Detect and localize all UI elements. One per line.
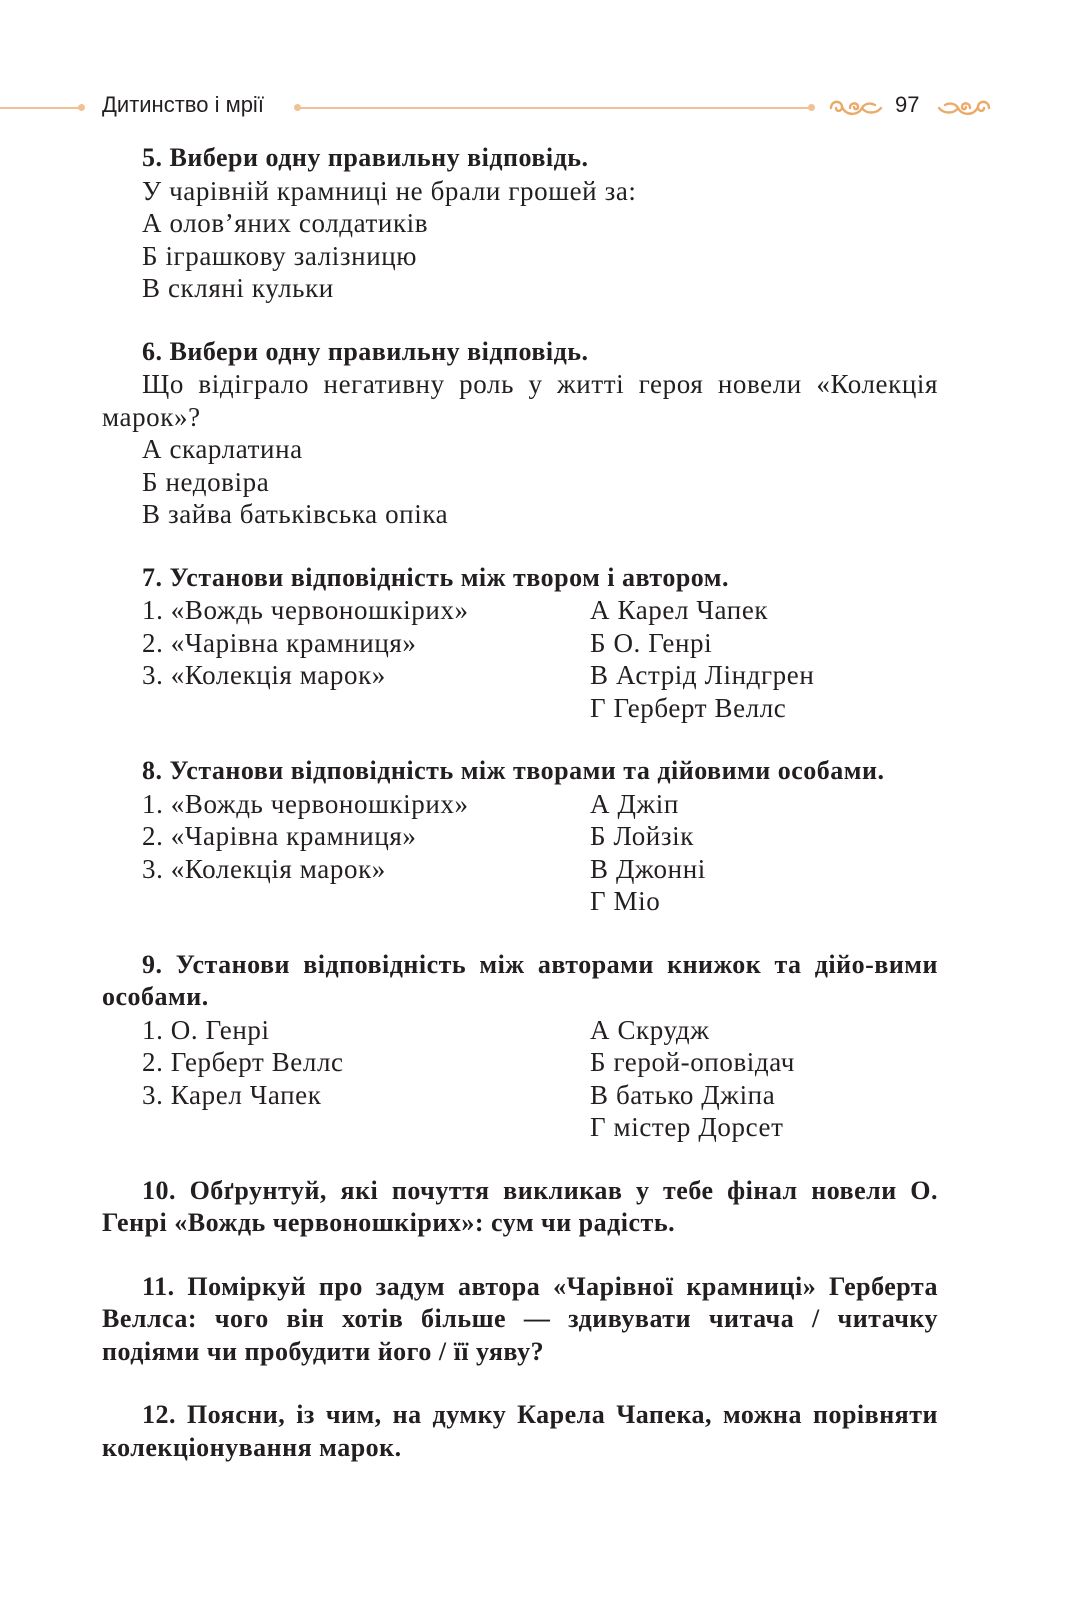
match-right-item: Б герой-оповідач	[590, 1047, 795, 1077]
answer-option: А скарлатина	[142, 434, 303, 464]
task-7	[102, 562, 938, 725]
task-8	[102, 755, 938, 918]
ornament-left-icon	[828, 94, 884, 122]
match-left-item: 3. «Колекція марок»	[142, 660, 386, 690]
task-5	[102, 142, 938, 305]
task-question: 9. Установи відповідність між авторами книжок та дійо-вими особами.	[102, 949, 938, 1011]
match-right-item: А Карел Чапек	[590, 595, 769, 625]
match-left-item: 3. Карел Чапек	[142, 1079, 322, 1110]
match-right-item: Г містер Дорсет	[590, 1112, 784, 1142]
match-left-item: 2. «Чарівна крамниця»	[142, 821, 417, 851]
exercise-list	[102, 142, 938, 1464]
answer-option: Б недовіра	[142, 466, 270, 497]
match-right-item: Б О. Генрі	[590, 627, 713, 658]
task-question: 8. Установи відповідність між творами та дійовими особами.	[142, 756, 885, 785]
task-prompt: У чарівній крамниці не брали грошей за:	[142, 175, 637, 206]
matching-grid	[102, 594, 938, 724]
match-right-item: Б Лойзік	[590, 821, 694, 851]
task-9	[102, 949, 938, 1144]
match-right-item: В Джонні	[590, 853, 706, 884]
match-left-item	[102, 885, 590, 918]
match-right-item: А Скрудж	[590, 1014, 710, 1045]
answer-option: Б іграшкову залізницю	[142, 240, 418, 271]
task-11	[102, 1271, 938, 1369]
task-6	[102, 336, 938, 531]
match-right-item: Г Герберт Веллс	[590, 692, 787, 723]
task-prompt: Що відіграло негативну роль у житті героя новели «Колекція марок»?	[102, 369, 938, 432]
match-right-item: А Джіп	[590, 788, 679, 819]
match-left-item: 2. Герберт Веллс	[142, 1047, 344, 1077]
header-rule-left	[0, 107, 82, 109]
header-rule-dot	[808, 104, 815, 111]
match-right-item: В батько Джіпа	[590, 1079, 776, 1110]
match-left-item: 1. О. Генрі	[142, 1014, 270, 1045]
task-question: 6. Вибери одну правильну відповідь.	[142, 336, 589, 366]
answer-option: А олов’яних солдатиків	[142, 208, 429, 238]
task-question: 7. Установи відповідність між твором і автором.	[142, 562, 730, 592]
matching-grid	[102, 788, 938, 918]
page-number: 97	[895, 92, 920, 117]
match-left-item: 1. «Вождь червоношкірих»	[142, 595, 469, 625]
answer-option: В зайва батьківська опіка	[142, 499, 449, 529]
task-question: 12. Поясни, із чим, на думку Карела Чапека, можна порівняти колекціонування марок.	[102, 1400, 938, 1462]
chapter-title: Дитинство і мрії	[102, 92, 264, 117]
answer-option: В скляні кульки	[142, 273, 334, 303]
task-question: 10. Обґрунтуй, які почуття викликав у тебе фінал новели О. Генрі «Вождь червоношкірих»: сум чи радість.	[102, 1175, 938, 1237]
match-right-item: В Астрід Ліндгрен	[590, 660, 815, 690]
match-left-item: 2. «Чарівна крамниця»	[142, 627, 417, 658]
header-rule-middle	[296, 107, 811, 109]
match-left-item	[102, 1111, 590, 1144]
match-left-item	[102, 692, 590, 725]
match-left-item: 1. «Вождь червоношкірих»	[142, 788, 469, 819]
ornament-right-icon	[936, 94, 992, 122]
task-question: 11. Поміркуй про задум автора «Чарівної крамниці» Герберта Веллса: чого він хотів більше — здивувати читача / читачку подіями чи пробудити його / її уяву?	[102, 1271, 938, 1366]
task-10	[102, 1175, 938, 1240]
task-question: 5. Вибери одну правильну відповідь.	[142, 143, 589, 172]
page-header	[0, 88, 1091, 128]
match-left-item: 3. «Колекція марок»	[142, 853, 386, 884]
task-12	[102, 1399, 938, 1464]
matching-grid	[102, 1014, 938, 1144]
header-rule-dot	[78, 104, 85, 111]
match-right-item: Г Міо	[590, 886, 661, 916]
